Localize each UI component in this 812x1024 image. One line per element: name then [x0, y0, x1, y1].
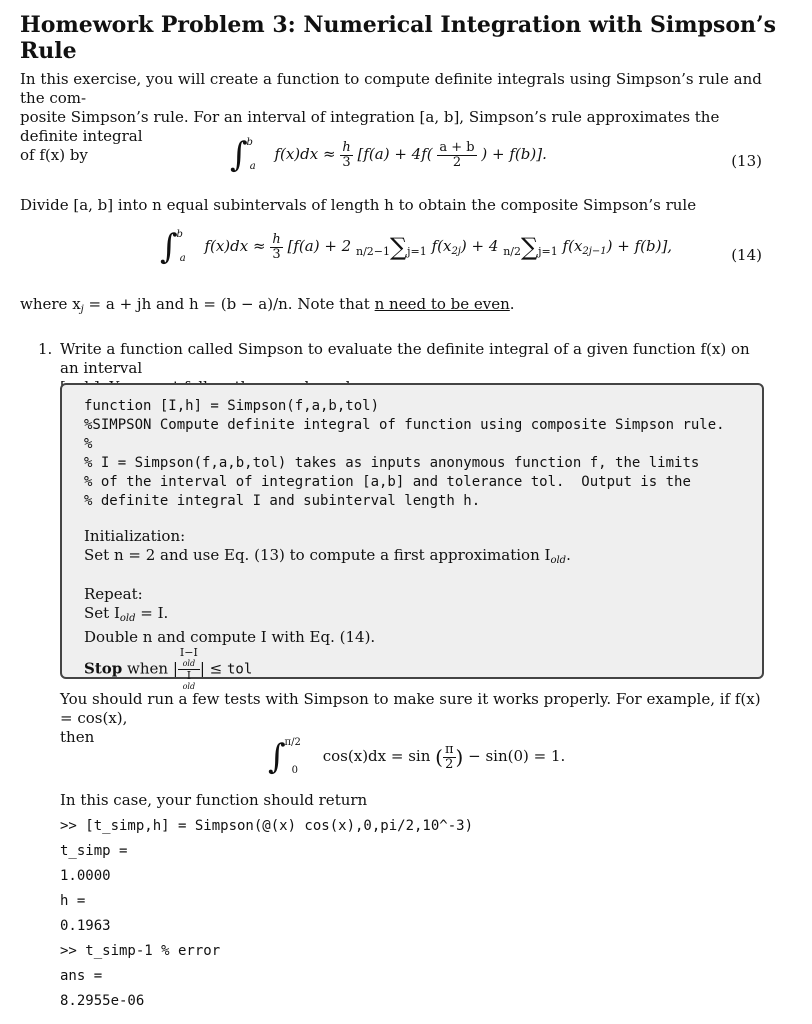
eq13-midpoint-frac: $\frac{a + b}{2}$ — [439, 139, 475, 170]
eq13-rhs-b: ) + f(b)]. — [481, 145, 547, 163]
repeat-heading: Repeat: — [84, 585, 143, 603]
integral-sign: ∫ — [160, 227, 178, 267]
init-section — [84, 527, 571, 570]
where-text: where $x_j = a$ + jh and h = (b − a)/n. Note that n need to be even. — [20, 295, 515, 315]
example-equation: ∫ $^{\pi/2}$ $_0$ cos(x)dx = sin ( $\frac{\pi}{2}$ ) − sin(0) = 1. — [268, 737, 566, 777]
integral-sign: ∫ — [268, 737, 286, 777]
eq13-rhs-a: [f(a) + 4f( — [357, 145, 433, 163]
equation-14: ∫ $^b$ $_a$ f(x)dx ≈ $\frac{h}{3}$ [f(a) + 2 n/2−1∑j=1 $f(x_{2j}) + 4$ n/2∑j=1 $f(x_{2j-1}) + f(b)$], (14) — [160, 227, 762, 267]
even-note: n need to be even — [374, 295, 510, 313]
pseudo-code-box — [60, 383, 764, 691]
equation-13: ∫ $^b$ $_a$ f(x)dx ≈ $\frac{h}{3}$ [f(a) + 4f( $\frac{a + b}{2}$ ) + f(b)]. (13) — [230, 135, 762, 175]
repeat-section — [84, 585, 375, 692]
page-title: Homework Problem 3: Numerical Integration with Simpson’s Rule — [20, 12, 777, 64]
repeat-line-2: Double n and compute I with Eq. (14). — [84, 628, 376, 646]
code-line: %SIMPSON Compute definite integral of function using composite Simpson rule. — [84, 417, 725, 433]
sum-odd: n/2∑j=1 — [503, 233, 558, 261]
console-line: ans = — [60, 968, 103, 984]
code-line: % — [84, 436, 93, 452]
repeat-line-1: Set $I_{old} = I$. — [84, 604, 169, 624]
example-frac: $\frac{\pi}{2}$ — [444, 741, 454, 772]
console-line: t_simp = — [60, 843, 128, 859]
return-text: In this case, your function should return — [60, 791, 368, 809]
console-line: 0.1963 — [60, 918, 111, 934]
eq13-h-over-3: $\frac{h}{3}$ — [342, 139, 351, 170]
console-line: >> t_simp-1 % error — [60, 943, 221, 959]
intro-line-2: posite Simpson’s rule. For an interval of integration [a, b], Simpson’s rule approximates the definite integral — [20, 108, 720, 145]
example-body: cos(x)dx = sin — [322, 747, 431, 765]
integral-sign: ∫ — [230, 135, 248, 175]
divide-text: Divide [a, b] into n equal subintervals of length h to obtain the composite Simpson’s rule — [20, 196, 697, 214]
eq13-integrand: f(x)dx ≈ — [274, 145, 336, 163]
eq14-number: (14) — [731, 246, 762, 264]
intro-line-1: In this exercise, you will create a function to compute definite integrals using Simpson’s rule and the com- — [20, 70, 762, 107]
eq13-number: (13) — [731, 152, 762, 170]
code-line: % definite integral I and subinterval length h. — [84, 493, 481, 509]
eq14-integrand: f(x)dx ≈ — [204, 237, 266, 255]
eq14-term2: f(x — [562, 237, 583, 255]
code-line: % I = Simpson(f,a,b,tol) takes as inputs anonymous function f, the limits — [84, 455, 700, 471]
eq14-rhs-a: [f(a) + 2 — [287, 237, 352, 255]
console-line: 8.2955e-06 — [60, 993, 145, 1009]
task-line-1: Write a function called Simpson to evaluate the definite integral of a given function f(x) on an interval — [60, 340, 750, 377]
init-text: Set n = 2 and use Eq. (13) to compute a first approximation $I_{old}$. — [84, 546, 571, 566]
console-line: h = — [60, 893, 86, 909]
sum-even: n/2−1∑j=1 — [355, 233, 427, 261]
eq14-h-over-3: $\frac{h}{3}$ — [272, 231, 281, 262]
eq14-term1: f(x — [431, 237, 452, 255]
task-number: 1. — [38, 340, 53, 358]
tests-text: You should run a few tests with Simpson to make sure it works properly. For example, if f(x) = cos(x), then — [60, 690, 761, 746]
console-line: >> [t_simp,h] = Simpson(@(x) cos(x),0,pi/2,10^-3) — [60, 818, 474, 834]
intro-line-3: of f(x) by — [20, 146, 88, 164]
console-line: 1.0000 — [60, 868, 111, 884]
code-block — [84, 397, 725, 511]
init-heading: Initialization: — [84, 527, 186, 545]
stop-condition: Stop when | I−I old I old | ≤ tol — [84, 646, 253, 691]
example-rest: − sin(0) = 1. — [468, 747, 566, 765]
code-line: function [I,h] = Simpson(f,a,b,tol) — [84, 398, 380, 414]
code-line: % of the interval of integration [a,b] and tolerance tol. Output is the — [84, 474, 691, 490]
